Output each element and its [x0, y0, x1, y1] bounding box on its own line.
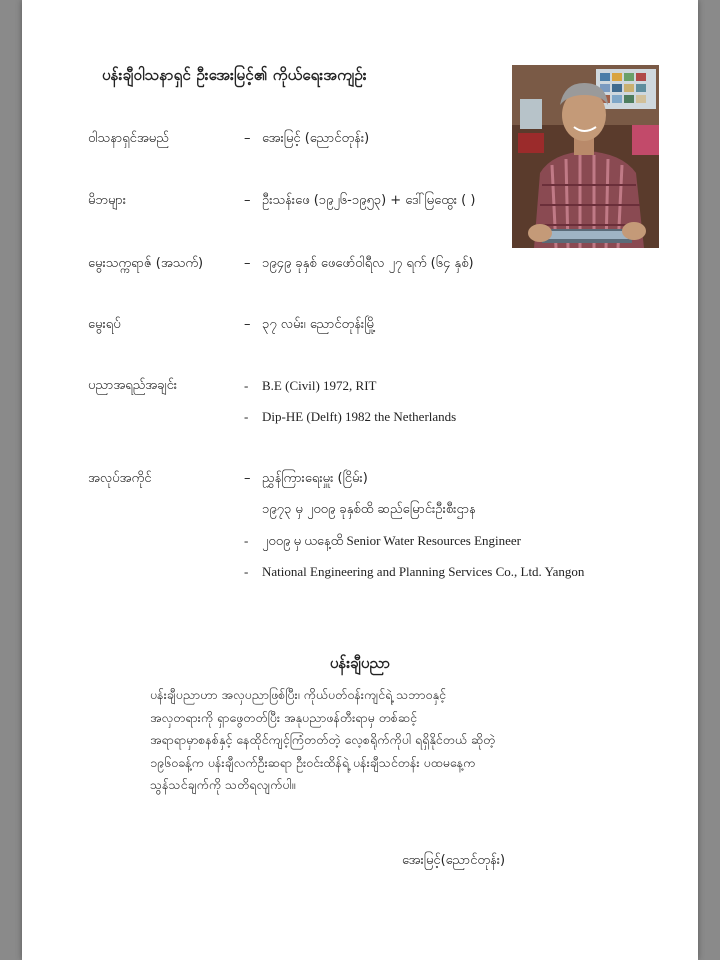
paragraph-line: သွန်သင်ချက်ကို သတိရလျက်ပါ။: [150, 777, 296, 792]
page-title: ပန်းချီဝါသနာရှင် ဦးအေးမြင့်၏ ကိုယ်ရေးအကျဉ်း: [102, 66, 367, 84]
education-item: - Dip-HE (Delft) 1982 the Netherlands: [244, 409, 457, 424]
portrait-illustration: [512, 65, 659, 248]
label-hobbyist-name: ဝါသနာရှင်အမည်: [88, 131, 169, 146]
portrait-photo: [512, 65, 659, 248]
section-title: ပန်းချီပညာ: [329, 654, 391, 672]
section-paragraph: [150, 684, 530, 797]
paragraph-line: ၁၉၆၀ခန့်က ပန်းချီလက်ဦးဆရာ ဦးဝင်းထိန်ရဲ့ ပန်းချီသင်တန်း ပထမနေ့က: [150, 754, 476, 770]
label-birth-date: မွေးသက္ကရာဇ် (အသက်): [88, 256, 204, 271]
career-item: - National Engineering and Planning Services Co., Ltd. Yangon: [244, 564, 585, 579]
paragraph-line: အလှတရားကို ရှာဖွေတတ်ပြီး အနုပညာဖန်တီးရာမှ တစ်ဆင့်: [150, 709, 417, 725]
document-page: [22, 0, 698, 960]
label-parents: မိဘများ: [88, 193, 127, 208]
label-birthplace: မွေးရပ်: [88, 317, 121, 332]
career-item: - ၂၀၀၉ မှ ယနေ့ထိ Senior Water Resources Engineer: [244, 533, 521, 548]
value-hobbyist-name: – အေးမြင့် (ညောင်တုန်း): [244, 131, 370, 146]
education-item: - B.E (Civil) 1972, RIT: [244, 378, 377, 393]
paragraph-line: အရာရာမှာစနစ်နှင့် နေထိုင်ကျင့်ကြံတတ်တဲ့ လေ့စရိုက်ကိုပါ ရရှိနိုင်တယ် ဆိုတဲ့: [150, 732, 496, 747]
value-birth-date: – ၁၉၄၉ ခုနှစ် ဖေဖော်ဝါရီလ ၂၇ ရက် (၆၄ နှစ်): [244, 256, 474, 271]
label-education: ပညာအရည်အချင်း: [88, 378, 178, 393]
label-career: အလုပ်အကိုင်: [88, 471, 152, 486]
paragraph-line: ပန်းချီပညာဟာ အလှပညာဖြစ်ပြီး၊ ကိုယ်ပတ်ဝန်းကျင်ရဲ့ သဘာဝနှင့်: [150, 687, 446, 702]
value-parents: – ဦးသန်းဖေ (၁၉၂၆-၁၉၅၃) + ဒေါ်မြထွေး ( ): [244, 193, 476, 208]
career-item: ၁၉၇၃ မှ ၂၀၀၉ ခုနှစ်ထိ ဆည်မြောင်းဦးစီးဌာန: [262, 502, 476, 517]
value-birthplace: – ၃၇ လမ်း၊ ညောင်တုန်းမြို့: [244, 317, 376, 332]
career-item: – ညွှန်ကြားရေးမှူး (ငြိမ်း): [244, 471, 368, 486]
signature: အေးမြင့်(ညောင်တုန်း): [402, 853, 506, 868]
